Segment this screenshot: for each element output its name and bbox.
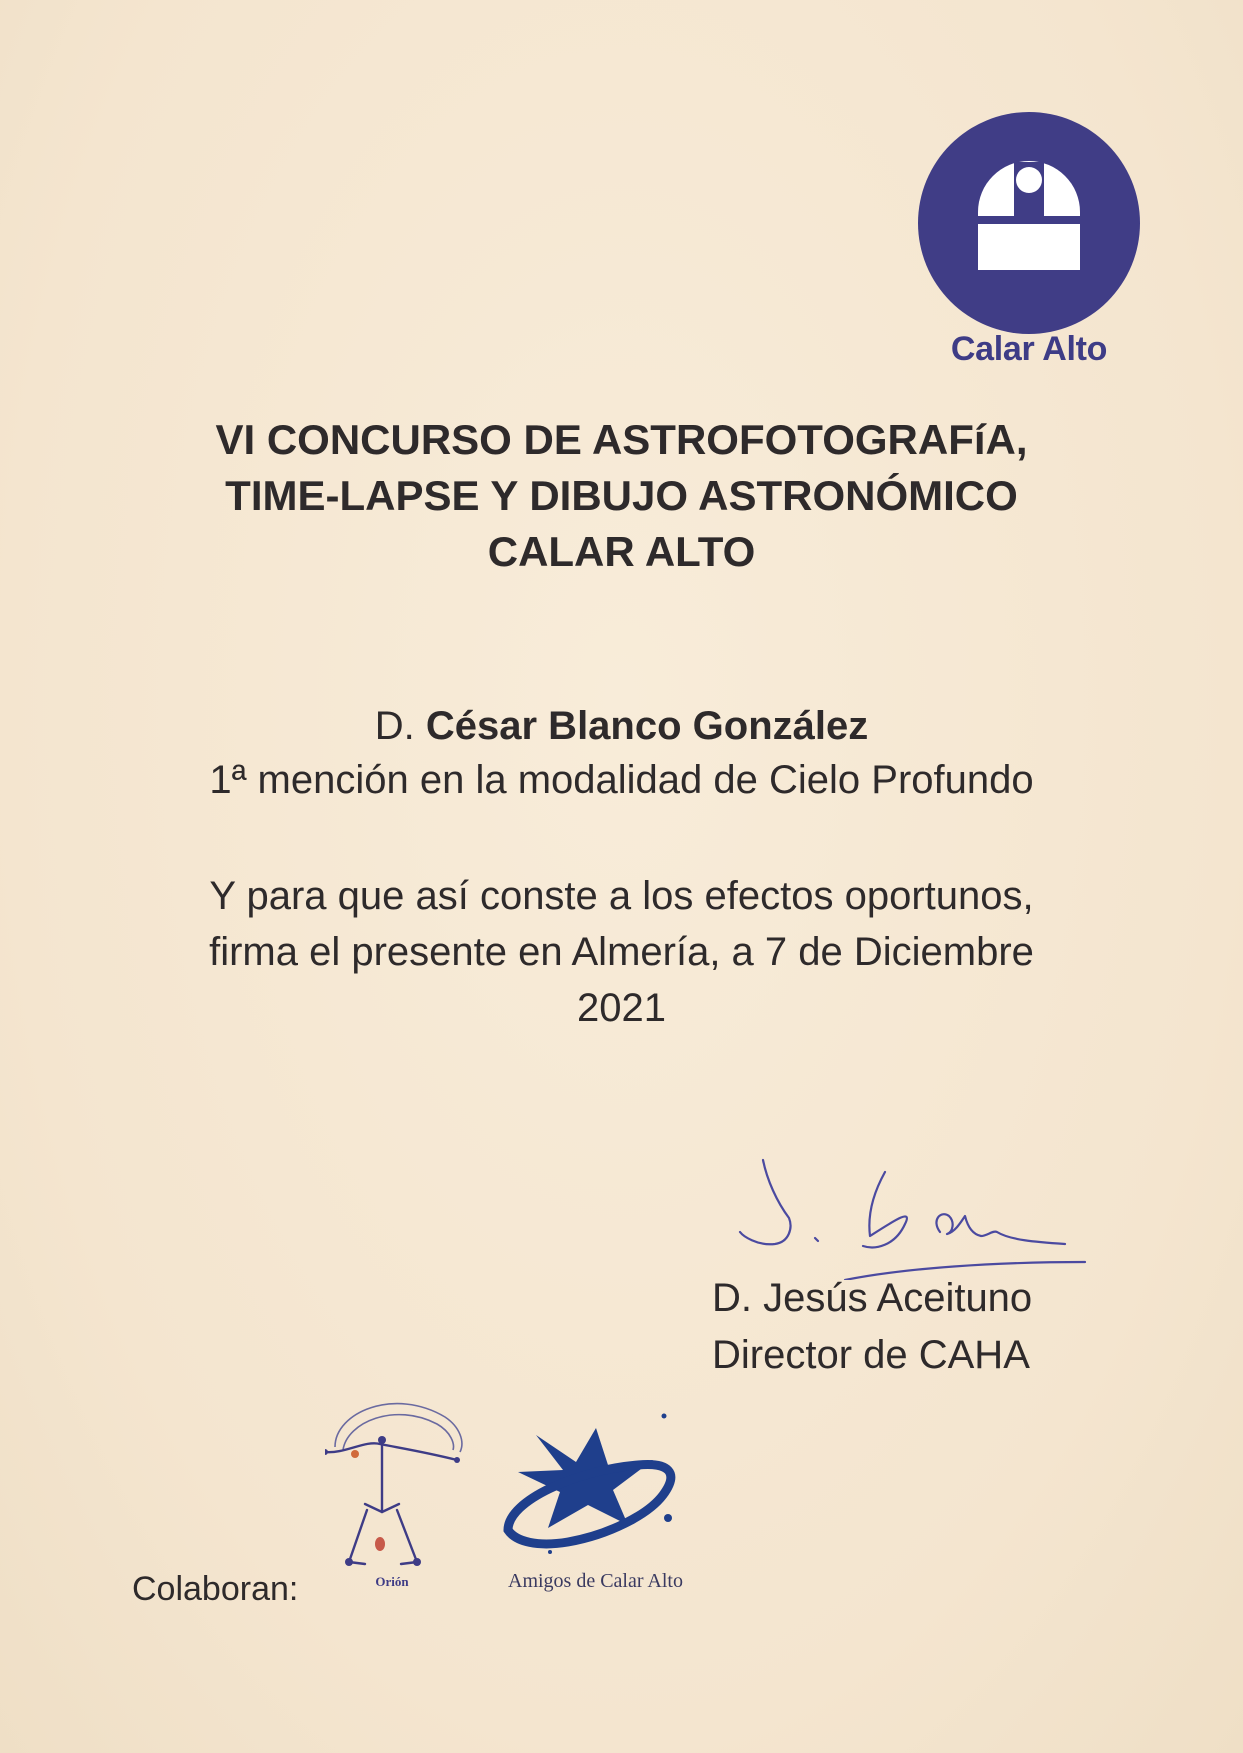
handwritten-signature xyxy=(735,1150,1090,1280)
title-line-3: CALAR ALTO xyxy=(487,528,756,575)
recipient-line xyxy=(100,698,1143,754)
signer-block xyxy=(712,1270,1032,1384)
orion-constellation-icon xyxy=(325,1392,470,1577)
orion-logo-text: Orión xyxy=(375,1574,409,1589)
orion-association-logo xyxy=(325,1392,470,1597)
amigos-calar-alto-logo xyxy=(488,1410,703,1605)
collaborators-label: Colaboran: xyxy=(132,1570,299,1608)
closing-line-3: 2021 xyxy=(577,986,666,1030)
title-line-2: TIME-LAPSE Y DIBUJO ASTRONÓMICO xyxy=(225,472,1018,519)
observatory-dome-icon xyxy=(918,112,1140,334)
recipient-name: César Blanco González xyxy=(425,704,869,748)
signer-name: D. Jesús Aceituno xyxy=(712,1276,1033,1320)
award-text: 1ª mención en la modalidad de Cielo Profundo xyxy=(209,758,1034,802)
closing-paragraph xyxy=(100,868,1143,1036)
closing-line-1: Y para que así conste a los efectos oportunos, xyxy=(209,874,1034,918)
calar-alto-logo xyxy=(918,112,1140,374)
star-orbit-icon xyxy=(488,1410,703,1570)
recipient-prefix: D. xyxy=(374,704,415,748)
signer-role: Director de CAHA xyxy=(712,1333,1030,1377)
closing-line-2: firma el presente en Almería, a 7 de Diciembre xyxy=(209,930,1034,974)
certificate-title xyxy=(100,412,1143,580)
amigos-logo-text: Amigos de Calar Alto xyxy=(508,1570,683,1592)
title-line-1: VI CONCURSO DE ASTROFOTOGRAFíA, xyxy=(215,416,1028,463)
logo-text: Calar Alto xyxy=(950,330,1108,368)
